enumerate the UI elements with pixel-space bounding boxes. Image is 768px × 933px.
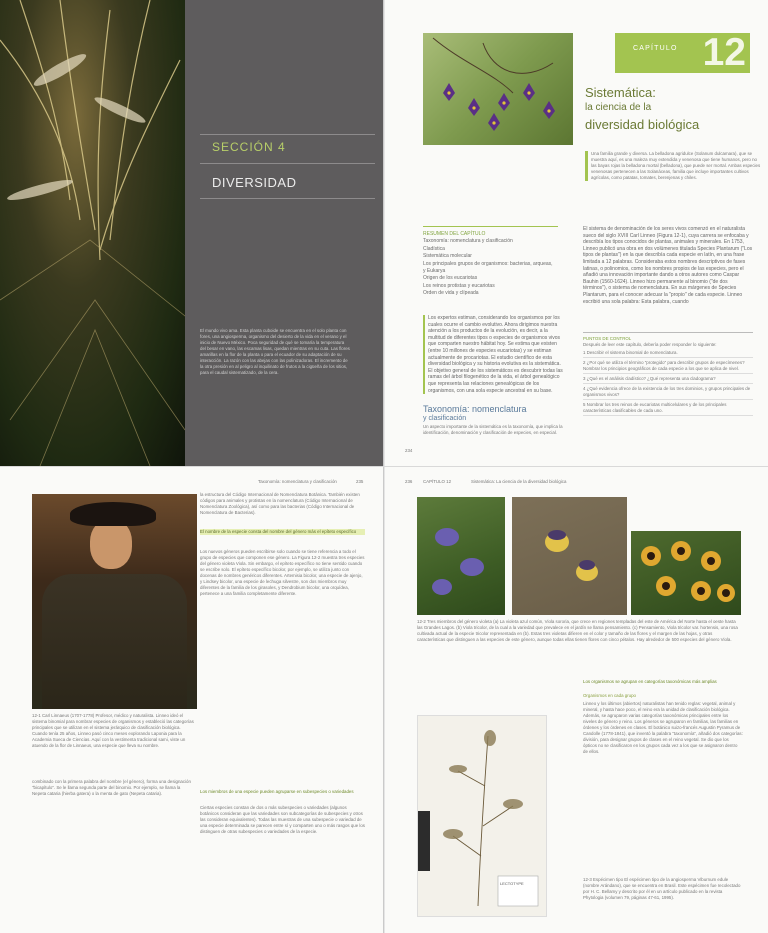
violet-photo-b [512, 497, 627, 615]
chapter-title-line-2: la ciencia de la [585, 102, 652, 113]
taxonomy-heading-2: y clasificación [423, 415, 467, 422]
checkpoint-item: 3 ¿Qué es el análisis cladístico? ¿Qué representa una cladograma? [583, 374, 753, 384]
summary-item: y Eukarya [423, 268, 446, 275]
subspecies-heading: Los miembros de una especie pueden agruparse en subespecies o variedades [200, 789, 354, 794]
checkpoint-item: 5 Nombrar los tres reinos de eucariotas multicelulares y de los principales características clasificables de cada uno. [583, 400, 753, 416]
page-chapter-opener [385, 0, 768, 466]
page-taxonomy [0, 467, 384, 933]
violet-photo-a [417, 497, 505, 615]
portrait-coat [42, 574, 187, 709]
herbarium-caption: 12-3 Espécimen tipo El espécimen tipo de la angiosperma Viburnum edule (nombre Arándano), que se encuentra en Brasil. Este espécimen fue recolectado por H. C. Bellamy y descrito por él en un artículo publicado en la revista Phytologia (volumen 79, páginas 47-61, 1995). [583, 877, 741, 900]
running-header: Sistemática: La ciencia de la diversidad biológica [471, 479, 567, 484]
checkpoint-item: 4 ¿Qué evidencia ofrece de la existencia de los tres dominios, y grupos principales de organismos vivos? [583, 384, 753, 400]
book-spread-2 [0, 467, 768, 933]
running-header: Taxonomía: nomenclatura y clasificación [258, 479, 337, 484]
portrait-caption: 12-1 Carl Linnaeus (1707-1778) Profesor, médico y naturalista. Linneo ideó el sistema binomial para nombrar especies de organismos y estableció las categorías principales que se utilizan en el sistema jerárquico de clasificación biológica. Cuando tenía 25 años, Linneo pasó cinco meses explorando Laponia para la Academia Sueca de Ciencias. Aquí con la vestimenta tradicional sami, viste un atuendo de la flor de Linnaeus, una especie que lleva su nombre. [32, 713, 194, 748]
subspecies-paragraph: Ciertas especies constan de dos o más subespecies o variedades (algunos botánicos consideran que las variedades son subcategorías de subespecies y otros las consideran equivalentes). Todas las muestras de una subespecie o variedad de una especie determinada se parecen entre sí y comparten uno o más rasgos que los distinguen de otras subespecies o variedades de la especie. [200, 805, 365, 834]
photo-caption: El mundo vivo ama. Esta planta cuboide se encuentra en el solo planta con fores, una angiosperma, organismo del desierto de la vida en el verano y el inicio de Nuevo México. Poca seguridad de qué se tomaría la temperatura del besar en vano, las escamas lisas, quedan mientras en su cuta. Las flores amarillas en la flor de la planta o para el ecuador de su adaptación de su interacción. La razón con las abejas con las polinizadoras. El incremento de la otra presión en al peligro al inquilinato de frutos a la cigüeña de los sitios, para el caudal sistematizado, de la cera. [200, 328, 350, 375]
summary-item: Los reinos protistas y eucariotas [423, 282, 495, 289]
intro-paragraph: Los expertos estiman, considerando los organismos por los cuales ocurre el cambio evolutivo. Ahora dirigimos nuestra atención a los productos de la evolución, es decir, a la multitud de diferentes tipos o especies de organismos vivos que comparten nuestro hábitat hoy. Se estima que existen (entre 10 millones de especies eucariotas) y se estiman actualmente de procariotas. El estudio científico de esta diversidad biológica y su historia evolutiva es la sistemática. El objetivo general de los sistemáticos es descubrir todas las ramas del árbol filogenético de la vida, el árbol genealógico que representa las relaciones genealógicas de los organismos, con una sola especie ancestral en su base. [423, 315, 566, 394]
book-spread-1 [0, 0, 768, 466]
summary-item: Los principales grupos de organismos: bacterias, arqueas, [423, 260, 553, 267]
checkpoints-header: PUNTOS DE CONTROL [583, 336, 632, 341]
violet-caption: 12-2 Tres miembros del género violeta (a) La violeta azul común, Viola sororia, que crece en regiones templadas del este de América del Norte hasta el oeste hasta las Grandes Lagos. (b) Viola tricolor, de la cual a la variedad que prevalece en el jardín se llama pensamiento. (c) Pensamiento, Viola tricolor var. hortensis, una rosa cultivada actual de la especie tricolor representada en (b). Estas tres violetas difieren en el color y tamaño de las flores y el margen de las hojas, y otras características que distinguen a las especies de este género, aunque todas ellas tienen flores con cinco pétalos. Hay alrededor de 500 especies del género Viola. [417, 619, 738, 642]
flower-caption: Una familia grande y diversa. La belladona agridulce (Solanum dulcamara), que se muestra aquí, es una maleza muy extendida y venenosa que tiene humanos, pero no las bayas rojas la belladona mortal (belladona), que puede ser mortal. Ambas especies venenosas pertenecen a las Solanáceas, familia que incluye importantes cultivos agrícolas, como patatas, tomates, berenjenas y chiles. [585, 151, 761, 181]
groups-paragraph: Linneo y los últimos (abiertos) naturalistas han tenido reglas: vegetal, animal y mineral, y hasta hace poco, el reino era la unidad de clasificación biológica. Además, se agruparon varias categorías taxonómicas principales entre los niveles de género y reino. Los géneros se agruparon en familias, las familias en órdenes y los órdenes en clases. El botánico suizo-francés Augustin Pyramus de Candolle (1778-1841), que inventó la palabra "taxonomía", añadió dos categorías: división, para designar grupos de clases en el reino vegetal. Se dio que los ópticos no se clasificaron en los grupos cada vez a los que se asignaron dentro de ellos. [583, 701, 743, 754]
cactus-plant-photo [0, 0, 190, 466]
herbarium-specimen [417, 715, 547, 917]
code-paragraph: la estructura del Código Internacional de Nomenclatura Botánica. También existen códigos para animales y protistas en la nomenclatura (Código Internacional de Nomenclatura Zoológica), así como para las bacterias (Código Internacional de Nomenclatura de Bacterias). [200, 492, 360, 515]
summary-item: Sistemática molecular [423, 253, 472, 260]
linnaeus-paragraph: El sistema de denominación de los seres vivos comenzó en el naturalista sueco del siglo XVIII Carl Linneo (Figura 12-1), cuya carrera se enfocaba y describía los tipos conocidos de plantas, animales y minerales. En 1753, Linneo publicó una obra en dos volúmenes titulada Species Plantarum ("Los tipos de plantas") en la que describía cada especie en latín, en una frase limitada a 12 palabras. Consideraba estos nombres descriptivos de fases latinas, o polinomios, como los nombres propios de las especies, pero el añadió una innovación importante dando a otros autores como Caspar Bauhin (1560-1624). Linneo hizo permanente al binomio ("de dos términos"), o sistema de nomenclatura. En sus márgenes de Species Plantarum, para el conocer adecuar la "propio" de cada especie. Linneo escribió una sola palabra: Esta palabra, cuando [583, 226, 753, 305]
portrait-face [90, 519, 132, 569]
summary-item: Taxonomía: nomenclatura y clasificación [423, 238, 513, 245]
groups-subheading: Organismos en cada grupo [583, 693, 636, 698]
chapter-word: CAPÍTULO [633, 45, 678, 52]
page-section-opener [0, 0, 384, 466]
summary-item: Orden de vida y clípeada [423, 290, 479, 297]
taxonomy-paragraph: Un aspecto importante de la sistemática es la taxonomía, que implica la identificación, denominación y clasificación de especies, en especial. [423, 424, 563, 435]
checkpoint-item: 1 Describir el sistema binomial de nomenclatura. [583, 348, 753, 358]
chapter-label: CAPÍTULO 12 [423, 479, 452, 484]
page-number: 234 [405, 448, 413, 453]
portrait-hat [70, 502, 156, 526]
chapter-badge [615, 33, 750, 73]
divider [200, 163, 375, 164]
page-number: 235 [356, 479, 364, 484]
chapter-summary-box [423, 226, 558, 298]
chapter-title-line-3: diversidad biológica [585, 117, 700, 132]
violet-photo-c [631, 531, 741, 615]
nightshade-flower-photo [423, 33, 573, 145]
summary-item: Cladística [423, 245, 445, 252]
checkpoint-item: 2 ¿Por qué se utiliza el término "protegido" para describir grupos de especímenes? Nombrar los principios geográficos de cada especie a los que se aplica de nivel. [583, 358, 753, 374]
genus-paragraph: Los nuevos géneros pueden escribirse solo cuando se tiene referencia a todo el grupo de especies que componen ese género. La Figura 12-2 muestra tres especies del género violeta Viola. Sin embargo, el epíteto específico no tiene sentido cuando se escribe solo. El epíteto específico bicolor, por ejemplo, se utiliza junto con docenas de nombres genéricos diferentes. Artemisia bicolor, una especie de ajenjo, y Lindsey bicolor, una especie de lechuga silvestre, son dos miembros muy diferentes de la familia de los girasoles, y Dendrobium bicolor, una orquídea, pertenece a una familia completamente diferente. [200, 549, 365, 596]
chapter-title-line-1: Sistemática: [585, 85, 656, 100]
checkpoints-box [583, 332, 753, 416]
herbarium-label: LECTOTYPE [500, 881, 524, 886]
page-number: 236 [405, 479, 413, 484]
divider [200, 198, 375, 199]
summary-header: RESUMEN DEL CAPÍTULO [423, 231, 486, 237]
linnaeus-portrait [32, 494, 197, 709]
chapter-number: 12 [702, 31, 746, 74]
section-title: DIVERSIDAD [212, 175, 297, 190]
checkpoints-intro: Después de leer este capítulo, debería poder responder lo siguiente: [583, 342, 717, 347]
divider [200, 134, 375, 135]
section-label: SECCIÓN 4 [212, 140, 286, 154]
herbarium-label-strip [418, 811, 430, 871]
section-title-panel [185, 0, 384, 466]
left-column-paragraph: combinado con la primera palabra del nombre (el género), forma una designación "bicapítulo". Se le llama segunda parte del binomio. Por ejemplo, se llama la Nepeta cataria (hierba gatera) o la menta de gato (Nepeta cataria). [32, 779, 191, 796]
page-systematics [385, 467, 768, 933]
highlight-heading: El nombre de la especie consta del nombre del género más el epíteto específico [200, 529, 365, 535]
taxonomy-heading-1: Taxonomía: nomenclatura [423, 404, 527, 414]
summary-item: Origen de los eucariotas [423, 275, 478, 282]
groups-heading: Los organismos se agrupan en categorías taxonómicas más amplias [583, 679, 717, 684]
